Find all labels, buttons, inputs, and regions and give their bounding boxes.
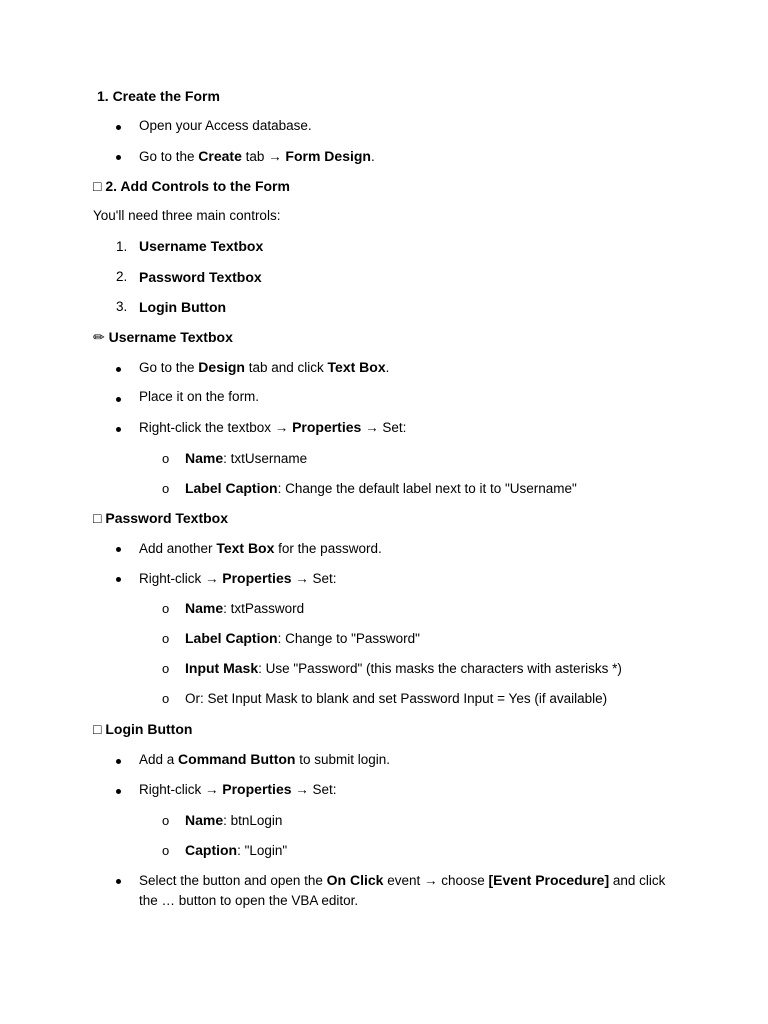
control-login-button: Login Button — [139, 299, 227, 315]
bullet-dot — [116, 577, 121, 582]
bullet-dot — [116, 125, 121, 130]
prop-password-label: Label Caption: Change to "Password" — [185, 630, 420, 646]
pencil-icon: ✏ — [93, 329, 105, 345]
step-add-password: Add another Text Box for the password. — [139, 540, 382, 556]
bullet-dot — [116, 397, 121, 402]
missing-glyph-icon: □ — [93, 510, 102, 526]
sub-bullet: o — [162, 451, 170, 466]
step-place-form: Place it on the form. — [139, 389, 260, 404]
bullet-dot — [116, 879, 121, 884]
sub-bullet: o — [162, 601, 170, 616]
step-add-textbox: Go to the Design tab and click Text Box. — [139, 359, 390, 375]
step-button-properties: Right-click → Properties → Set: — [139, 781, 337, 797]
prop-password-alternative: Or: Set Input Mask to blank and set Password Input = Yes (if available) — [185, 691, 608, 706]
sub-bullet: o — [162, 631, 170, 646]
list-number: 3. — [116, 299, 128, 314]
prop-username-label: Label Caption: Change the default label next to it to "Username" — [185, 480, 577, 496]
controls-intro: You'll need three main controls: — [93, 208, 281, 223]
bullet-dot — [116, 367, 121, 372]
heading-username-textbox: ✏ Username Textbox — [93, 329, 233, 345]
missing-glyph-icon: □ — [93, 721, 102, 737]
bullet-dot — [116, 155, 121, 160]
missing-glyph-icon: □ — [93, 178, 102, 194]
step-username-properties: Right-click the textbox → Properties → Set: — [139, 419, 407, 435]
heading-login-button: □ Login Button — [93, 721, 193, 737]
prop-button-name: Name: btnLogin — [185, 812, 283, 828]
heading-password-textbox: □ Password Textbox — [93, 510, 229, 526]
sub-bullet: o — [162, 481, 170, 496]
control-username-textbox: Username Textbox — [139, 238, 264, 254]
heading-add-controls: □ 2. Add Controls to the Form — [93, 178, 290, 194]
step-on-click-event: Select the button and open the On Click event → choose [Event Procedure] and click the … button to open the VBA editor. — [139, 872, 666, 908]
bullet-dot — [116, 427, 121, 432]
list-number: 1. — [116, 239, 128, 254]
prop-password-name: Name: txtPassword — [185, 600, 305, 616]
prop-button-caption: Caption: "Login" — [185, 842, 288, 858]
sub-bullet: o — [162, 691, 170, 706]
list-number: 2. — [116, 269, 128, 284]
step-add-command-button: Add a Command Button to submit login. — [139, 751, 391, 767]
prop-username-name: Name: txtUsername — [185, 450, 308, 466]
step-form-design: Go to the Create tab → Form Design. — [139, 148, 375, 164]
step-password-properties: Right-click → Properties → Set: — [139, 570, 337, 586]
bullet-dot — [116, 759, 121, 764]
step-open-database: Open your Access database. — [139, 118, 312, 133]
sub-bullet: o — [162, 661, 170, 676]
bullet-dot — [116, 547, 121, 552]
sub-bullet: o — [162, 843, 170, 858]
sub-bullet: o — [162, 813, 170, 828]
bullet-dot — [116, 789, 121, 794]
heading-create-form: 1. Create the Form — [97, 88, 220, 104]
control-password-textbox: Password Textbox — [139, 269, 262, 285]
prop-password-input-mask: Input Mask: Use "Password" (this masks the characters with asterisks *) — [185, 660, 622, 676]
